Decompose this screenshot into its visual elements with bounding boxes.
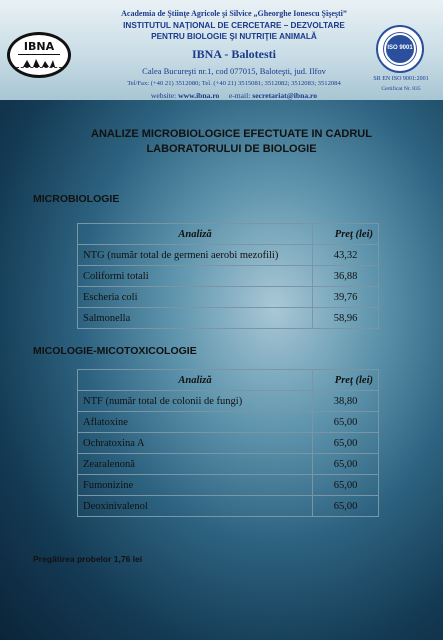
analysis-name: NTG (număr total de germeni aerobi mezofili) [78, 245, 313, 266]
analysis-price: 39,76 [313, 287, 379, 308]
title-line-1: ANALIZE MICROBIOLOGICE EFECTUATE IN CADRUL [91, 128, 372, 140]
cert-number: Certificat Nr. 835 [381, 86, 421, 92]
analysis-price: 43,32 [313, 245, 379, 266]
table-header-row [78, 224, 379, 245]
table-row [78, 412, 379, 433]
iso-seal-icon [376, 25, 424, 73]
analysis-name: Escheria coli [78, 287, 313, 308]
iso-seal-text: ISO 9001 [387, 45, 413, 51]
contact-line [86, 91, 382, 100]
email-label: e-mail: [228, 91, 251, 100]
table-row [78, 475, 379, 496]
academy-name: Academia de Ştiinţe Agricole şi Silvice „Gheorghe Ionescu Şişeşti” [121, 9, 347, 18]
cert-standard: SR EN ISO 9001:2001 [373, 76, 429, 82]
institute-line-2: PENTRU BIOLOGIE ŞI NUTRIŢIE ANIMALĂ [151, 32, 317, 41]
analysis-name: Zearalenonă [78, 454, 313, 475]
analysis-price: 65,00 [313, 496, 379, 517]
section-heading-microbiologie: MICROBIOLOGIE [33, 193, 120, 205]
analysis-name: Aflatoxine [78, 412, 313, 433]
website-link[interactable]: www.ibna.ro [178, 91, 220, 100]
analysis-name: Ochratoxina A [78, 433, 313, 454]
analysis-price: 36,88 [313, 266, 379, 287]
analysis-price: 65,00 [313, 454, 379, 475]
analysis-name: NTF (număr total de colonii de fungi) [78, 391, 313, 412]
page-title [40, 127, 423, 157]
analysis-price: 65,00 [313, 412, 379, 433]
email-link[interactable]: secretariat@ibna.ro [252, 91, 318, 100]
letterhead [0, 0, 443, 100]
logo-rule [18, 54, 60, 55]
column-header-price: Preţ (lei) [313, 224, 379, 245]
analysis-name: Deoxinivalenol [78, 496, 313, 517]
ibna-logo-text: IBNA [23, 40, 55, 53]
analysis-price: 58,96 [313, 308, 379, 329]
address: Calea Bucureşti nr.1, cod 077015, Baloteşti, jud. Ilfov [142, 66, 326, 76]
analysis-price: 65,00 [313, 475, 379, 496]
institute-short-name: IBNA - Balotesti [192, 47, 276, 61]
institute-line-1: INSTITUTUL NAŢIONAL DE CERCETARE – DEZVOLTARE [123, 21, 345, 30]
table-row [78, 308, 379, 329]
table-row [78, 454, 379, 475]
table-row [78, 287, 379, 308]
analysis-name: Fumonizine [78, 475, 313, 496]
analysis-price: 65,00 [313, 433, 379, 454]
section-heading-micologie: MICOLOGIE-MICOTOXICOLOGIE [33, 345, 197, 357]
website-label: website: [150, 91, 177, 100]
ibna-logo [7, 32, 71, 78]
micologie-price-table [77, 369, 379, 517]
table-row [78, 266, 379, 287]
analysis-price: 38,80 [313, 391, 379, 412]
analysis-name: Salmonella [78, 308, 313, 329]
analysis-name: Coliformi totali [78, 266, 313, 287]
logo-dashes [16, 67, 62, 70]
table-row [78, 433, 379, 454]
microbiologie-price-table [77, 223, 379, 329]
table-row [78, 245, 379, 266]
table-header-row [78, 370, 379, 391]
title-line-2: LABORATORULUI DE BIOLOGIE [146, 143, 317, 155]
column-header-analysis: Analiză [78, 370, 313, 391]
table-row [78, 496, 379, 517]
table-row [78, 391, 379, 412]
column-header-analysis: Analiză [78, 224, 313, 245]
phone-fax: Tel/Fax: (+40 21) 3512080; Tel. (+40 21) 3515081; 3512082; 3512083; 3512084 [127, 80, 341, 87]
sample-preparation-note: Pregătirea probelor 1,76 lei [33, 554, 143, 564]
column-header-price: Preţ (lei) [313, 370, 379, 391]
